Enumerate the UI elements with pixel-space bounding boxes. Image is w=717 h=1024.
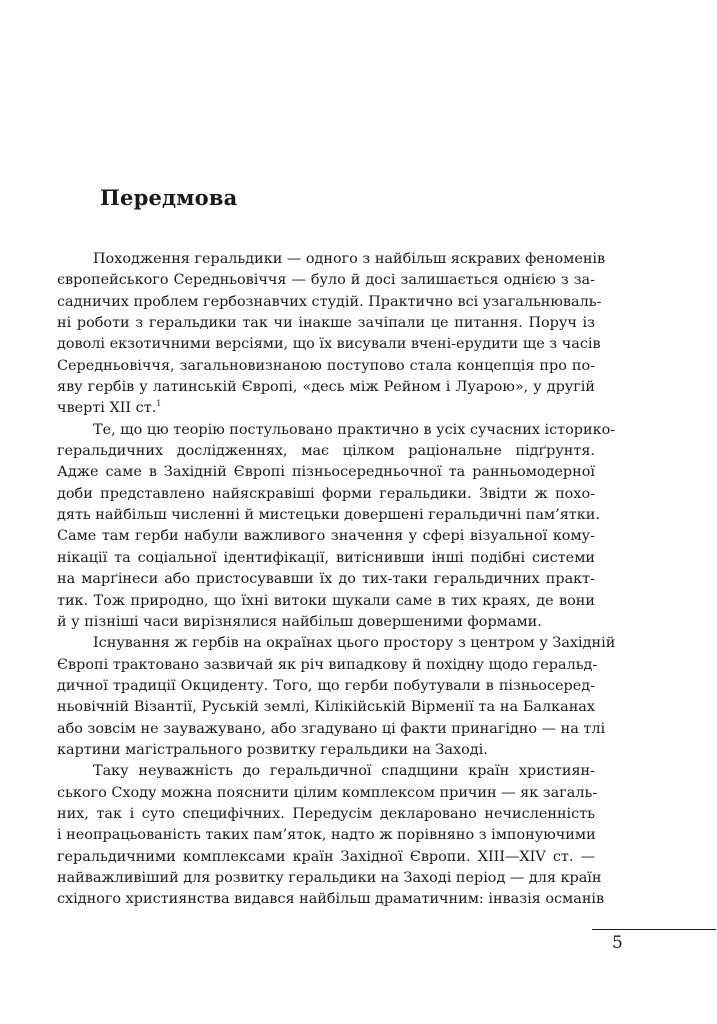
text-line: й у пізніші часи вирізнялися найбільш довершеними формами. [57,613,542,630]
text-line: Європі трактовано зазвичай як річ випадкову й похідну щодо геральд- [57,656,598,673]
text-line: тик. Тож природно, що їхні витоки шукали саме в тих краях, де вони [57,592,595,609]
section-heading: Передмова [100,185,238,210]
text-line: доволі екзотичними версіями, що їх висували вчені-ерудити ще з часів [57,336,601,353]
text-line: садничих проблем гербознавчих студій. Практично всі узагальнюваль- [57,293,602,310]
body-text [57,249,616,911]
text-line: на марґінеси або пристосувавши їх до тих-таки геральдичних практ- [57,571,595,588]
text-line: Адже саме в Західній Європі пізньосередньочної та ранньомодерної [57,464,595,481]
text-line: геральдичних дослідженнях, має цілком раціональне підґрунтя. [57,443,595,460]
text-line: найважливіший для розвитку геральдики на Заході період — для країн [57,869,602,886]
text-line: Існування ж гербів на окраїнах цього простору з центром у Західній [93,635,616,652]
text-line: нікації та соціальної ідентифікації, витіснивши інші подібні системи [57,549,595,566]
text-line: Таку неуважність до геральдичної спадщини країн християн- [93,763,595,780]
footer-rule [592,929,716,930]
text-line: або зовсім не зауважувано, або згадувано ці факти принагідно — на тлі [57,720,606,737]
text-line: Те, що цю теорію постульовано практично в усіх сучасних історико- [93,421,616,438]
text-line: ського Сходу можна пояснити цілим комплексом причин — як загаль- [57,784,598,801]
text-line: ні роботи з геральдики так чи інакше зачіпали це питання. Поруч із [57,315,595,332]
text-line: дичної традиції Окциденту. Того, що герби побутували в пізньосеред- [57,677,595,694]
text-line: європейського Середньовіччя — було й досі залишається однією з за- [57,272,595,289]
text-line: східного християнства видався найбільш драматичним: інвазія османів [57,891,605,908]
text-line [57,398,595,419]
text-line: і неопрацьованість таких пам’яток, надто ж порівняно з імпонуючими [57,827,596,844]
text-line: Саме там герби набули важливого значення у сфері візуальної кому- [57,528,595,545]
text-line: них, так і суто специфічних. Передусім декларовано нечисленність [57,805,595,822]
text-line: Середньовіччя, загальновизнаною поступово стала концепція про по- [57,357,595,374]
footnote-marker[interactable]: 1 [156,399,162,409]
text-line: доби представлено найяскравіші форми геральдики. Звідти ж похо- [57,485,595,502]
text-line: геральдичними комплексами країн Західної Європи. XIII—XIV ст. — [57,848,595,865]
text-line: картини магістрального розвитку геральдики на Заході. [57,741,488,758]
text-line: Походження геральдики — одного з найбільш яскравих феноменів [93,251,606,267]
text-line: дять найбільш численні й мистецьки довершені геральдичні пам’ятки. [57,507,600,524]
text-line-content: чверті XII ст. [57,400,157,417]
text-line: яву гербів у латинській Європі, «десь між Рейном і Луарою», у другій [57,379,595,396]
text-line: ньовічній Візантії, Руській землі, Кілікійській Вірменії та на Балканах [57,699,595,716]
page-number: 5 [612,933,623,953]
